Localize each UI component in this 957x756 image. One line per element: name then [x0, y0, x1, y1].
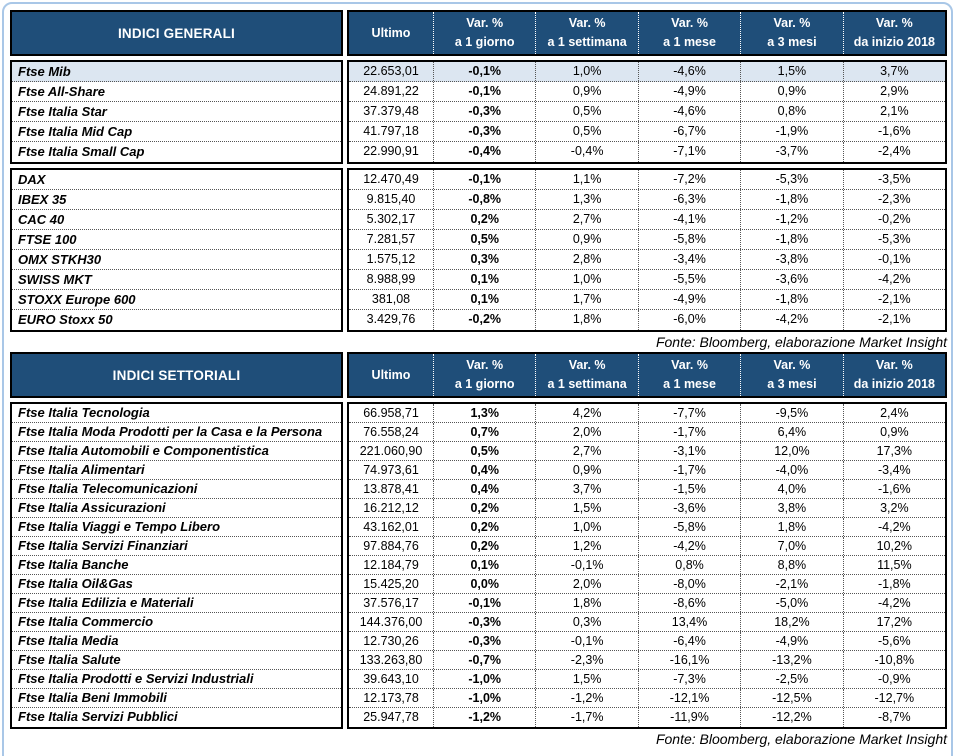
var-pct-cell: -3,4% [639, 250, 741, 269]
var-pct-cell: -8,6% [639, 594, 741, 612]
var-pct-cell: -3,5% [878, 172, 911, 186]
row-name: Ftse Italia Prodotti e Servizi Industriali [12, 670, 341, 689]
var-pct-cell: -4,6% [639, 102, 741, 121]
column-header [434, 12, 536, 54]
last-value-cell: 9.815,40 [349, 190, 434, 209]
var-pct-cell: 8,8% [741, 556, 843, 574]
var-pct-cell: 1,5% [536, 499, 638, 517]
source-note: Fonte: Bloomberg, elaborazione Market Insight [655, 334, 947, 350]
var-pct-cell: -5,3% [878, 232, 911, 246]
var-pct-cell: -0,1% [434, 170, 536, 189]
column-header-line2: a 1 giorno [454, 377, 515, 391]
var-pct-cell: -0,1% [434, 594, 536, 612]
column-header-line1: Var. % [875, 16, 913, 31]
var-pct-cell: 0,0% [434, 575, 536, 593]
row-name: Ftse Italia Commercio [12, 613, 341, 632]
var-pct-cell: -3,6% [639, 499, 741, 517]
var-pct-cell: -3,8% [741, 250, 843, 269]
var-pct-cell: -2,5% [741, 670, 843, 688]
table-row [349, 404, 945, 423]
var-pct-cell: 3,2% [880, 501, 909, 515]
var-pct-cell: 2,9% [880, 84, 909, 98]
var-pct-cell: -2,4% [878, 144, 911, 158]
column-header-line1: Var. % [466, 16, 504, 31]
table-row [349, 230, 945, 250]
var-pct-cell: 1,5% [741, 62, 843, 81]
var-pct-cell: 0,7% [434, 423, 536, 441]
table-row [349, 170, 945, 190]
var-pct-cell: -0,1% [434, 62, 536, 81]
var-pct-cell: -0,1% [536, 632, 638, 650]
var-pct-cell: 0,8% [639, 556, 741, 574]
var-pct-cell: 1,1% [536, 170, 638, 189]
var-pct-cell: -3,4% [878, 463, 911, 477]
var-pct-cell: -1,8% [741, 290, 843, 309]
last-value-cell: 3.429,76 [349, 310, 434, 330]
row-name: Ftse Italia Edilizia e Materiali [12, 594, 341, 613]
var-pct-cell: 1,8% [741, 518, 843, 536]
var-pct-cell: -5,8% [639, 230, 741, 249]
table-header [10, 352, 947, 398]
var-pct-cell: -1,2% [434, 708, 536, 727]
column-header-line1: Ultimo [371, 25, 411, 40]
var-pct-cell: 11,5% [877, 558, 912, 572]
var-pct-cell: -3,1% [639, 442, 741, 460]
var-pct-cell: -1,8% [741, 230, 843, 249]
column-header [536, 354, 638, 396]
var-pct-cell: -1,0% [434, 670, 536, 688]
column-header [434, 354, 536, 396]
var-pct-cell: 7,0% [741, 537, 843, 555]
var-pct-cell: -4,6% [639, 62, 741, 81]
last-value-cell: 12.173,78 [349, 689, 434, 707]
column-header-line1: Var. % [671, 358, 708, 373]
row-name: Ftse Mib [12, 62, 341, 82]
table-title: INDICI GENERALI [10, 10, 343, 56]
var-pct-cell: -12,5% [741, 689, 843, 707]
var-pct-cell: -12,1% [639, 689, 741, 707]
index-values-column [347, 168, 947, 332]
table-row [349, 250, 945, 270]
table-row [349, 142, 945, 162]
index-group [10, 168, 947, 332]
column-header-line2: a 3 mesi [767, 377, 817, 391]
table-row [349, 62, 945, 82]
var-pct-cell: 18,2% [741, 613, 843, 631]
table-row [349, 122, 945, 142]
row-name: Ftse Italia Banche [12, 556, 341, 575]
table-row [349, 537, 945, 556]
var-pct-cell: 0,1% [434, 290, 536, 309]
column-header-line2: a 3 mesi [767, 35, 817, 49]
indices-table [10, 10, 947, 352]
index-values-column [347, 60, 947, 164]
var-pct-cell: 1,0% [536, 518, 638, 536]
var-pct-cell: 3,7% [536, 480, 638, 498]
last-value-cell: 5.302,17 [349, 210, 434, 229]
var-pct-cell: 4,2% [536, 404, 638, 422]
var-pct-cell: -1,8% [741, 190, 843, 209]
table-row [349, 499, 945, 518]
var-pct-cell: -13,2% [741, 651, 843, 669]
header-columns [347, 10, 947, 56]
var-pct-cell: -1,7% [639, 461, 741, 479]
var-pct-cell: 0,2% [434, 499, 536, 517]
row-name: Ftse Italia Oil&Gas [12, 575, 341, 594]
table-row [349, 556, 945, 575]
var-pct-cell: -0,3% [434, 613, 536, 631]
var-pct-cell: 2,0% [536, 575, 638, 593]
table-row [349, 518, 945, 537]
var-pct-cell: 0,5% [536, 122, 638, 141]
last-value-cell: 12.184,79 [349, 556, 434, 574]
var-pct-cell: 1,7% [536, 290, 638, 309]
last-value-cell: 144.376,00 [349, 613, 434, 631]
var-pct-cell: -5,8% [639, 518, 741, 536]
row-name: OMX STKH30 [12, 250, 341, 270]
var-pct-cell: -1,2% [536, 689, 638, 707]
var-pct-cell: -3,6% [741, 270, 843, 289]
var-pct-cell: 1,2% [536, 537, 638, 555]
var-pct-cell: 1,0% [536, 270, 638, 289]
column-header [349, 12, 434, 54]
column-header-line2: a 1 mese [663, 35, 716, 49]
table-row [349, 310, 945, 330]
var-pct-cell: 3,8% [741, 499, 843, 517]
row-name: Ftse Italia Telecomunicazioni [12, 480, 341, 499]
var-pct-cell: 1,0% [536, 62, 638, 81]
last-value-cell: 8.988,99 [349, 270, 434, 289]
var-pct-cell: 2,4% [880, 406, 909, 420]
var-pct-cell: -6,3% [639, 190, 741, 209]
var-pct-cell: -0,4% [434, 142, 536, 162]
column-header-line1: Var. % [568, 16, 606, 31]
var-pct-cell: 0,4% [434, 480, 536, 498]
last-value-cell: 133.263,80 [349, 651, 434, 669]
table-row [349, 708, 945, 727]
last-value-cell: 22.990,91 [349, 142, 434, 162]
var-pct-cell: -7,7% [639, 404, 741, 422]
last-value-cell: 12.730,26 [349, 632, 434, 650]
var-pct-cell: 17,3% [876, 444, 913, 458]
var-pct-cell: 0,9% [536, 461, 638, 479]
var-pct-cell: -0,7% [434, 651, 536, 669]
row-name: DAX [12, 170, 341, 190]
table-row [349, 689, 945, 708]
var-pct-cell: 0,8% [741, 102, 843, 121]
table-row [349, 613, 945, 632]
column-header-line1: Var. % [671, 16, 708, 31]
var-pct-cell: 1,5% [536, 670, 638, 688]
last-value-cell: 221.060,90 [349, 442, 434, 460]
var-pct-cell: 1,8% [536, 310, 638, 330]
var-pct-cell: 0,5% [536, 102, 638, 121]
var-pct-cell: -4,0% [741, 461, 843, 479]
var-pct-cell: -1,7% [536, 708, 638, 727]
row-name: Ftse Italia Beni Immobili [12, 689, 341, 708]
index-values-column [347, 402, 947, 729]
table-row [349, 423, 945, 442]
var-pct-cell: -4,2% [639, 537, 741, 555]
last-value-cell: 16.212,12 [349, 499, 434, 517]
var-pct-cell: -1,8% [878, 577, 911, 591]
row-name: Ftse Italia Tecnologia [12, 404, 341, 423]
var-pct-cell: -11,9% [639, 708, 741, 727]
var-pct-cell: 0,9% [536, 82, 638, 101]
last-value-cell: 25.947,78 [349, 708, 434, 727]
last-value-cell: 37.576,17 [349, 594, 434, 612]
index-name-column [10, 402, 343, 729]
var-pct-cell: -9,5% [741, 404, 843, 422]
table-row [349, 594, 945, 613]
var-pct-cell: -8,7% [878, 710, 911, 724]
row-name: Ftse Italia Mid Cap [12, 122, 341, 142]
last-value-cell: 7.281,57 [349, 230, 434, 249]
var-pct-cell: -1,6% [878, 482, 911, 496]
column-header [741, 354, 843, 396]
var-pct-cell: -0,2% [434, 310, 536, 330]
var-pct-cell: -0,1% [434, 82, 536, 101]
last-value-cell: 381,08 [349, 290, 434, 309]
var-pct-cell: -2,3% [536, 651, 638, 669]
var-pct-cell: -7,2% [639, 170, 741, 189]
row-name: Ftse All-Share [12, 82, 341, 102]
var-pct-cell: -5,3% [741, 170, 843, 189]
var-pct-cell: -2,1% [741, 575, 843, 593]
row-name: STOXX Europe 600 [12, 290, 341, 310]
table-row [349, 190, 945, 210]
table-title: INDICI SETTORIALI [10, 352, 343, 398]
index-group [10, 402, 947, 729]
table-header [10, 10, 947, 56]
column-header-line1: Var. % [568, 358, 606, 373]
var-pct-cell: -0,1% [536, 556, 638, 574]
var-pct-cell: -4,2% [878, 272, 911, 286]
column-header-line2: a 1 settimana [547, 377, 627, 391]
var-pct-cell: -5,6% [878, 634, 911, 648]
row-name: Ftse Italia Automobili e Componentistica [12, 442, 341, 461]
var-pct-cell: 17,2% [876, 615, 913, 629]
var-pct-cell: -0,3% [434, 632, 536, 650]
var-pct-cell: -10,8% [874, 653, 915, 667]
var-pct-cell: 13,4% [639, 613, 741, 631]
var-pct-cell: -4,9% [639, 290, 741, 309]
var-pct-cell: -4,2% [878, 596, 911, 610]
table-row [349, 480, 945, 499]
column-header [639, 354, 741, 396]
last-value-cell: 41.797,18 [349, 122, 434, 141]
table-row [349, 651, 945, 670]
last-value-cell: 12.470,49 [349, 170, 434, 189]
var-pct-cell: 0,3% [434, 250, 536, 269]
last-value-cell: 97.884,76 [349, 537, 434, 555]
table-row [349, 442, 945, 461]
var-pct-cell: -4,2% [741, 310, 843, 330]
var-pct-cell: -5,0% [741, 594, 843, 612]
var-pct-cell: -4,2% [878, 520, 911, 534]
var-pct-cell: -2,1% [878, 292, 911, 306]
var-pct-cell: -16,1% [639, 651, 741, 669]
var-pct-cell: 3,7% [880, 64, 909, 78]
index-name-column [10, 60, 343, 164]
var-pct-cell: 1,3% [536, 190, 638, 209]
var-pct-cell: -1,7% [639, 423, 741, 441]
var-pct-cell: -1,9% [741, 122, 843, 141]
index-group [10, 60, 947, 164]
row-name: Ftse Italia Viaggi e Tempo Libero [12, 518, 341, 537]
var-pct-cell: 0,1% [434, 556, 536, 574]
var-pct-cell: -0,3% [434, 102, 536, 121]
last-value-cell: 76.558,24 [349, 423, 434, 441]
column-header [741, 12, 843, 54]
var-pct-cell: -0,2% [878, 212, 911, 226]
table-row [349, 575, 945, 594]
var-pct-cell: -0,8% [434, 190, 536, 209]
column-header-line1: Var. % [773, 358, 811, 373]
var-pct-cell: -4,9% [741, 632, 843, 650]
var-pct-cell: 2,7% [536, 442, 638, 460]
var-pct-cell: 0,9% [741, 82, 843, 101]
var-pct-cell: 10,2% [876, 539, 913, 553]
table-row [349, 270, 945, 290]
column-header [844, 354, 945, 396]
column-header-line2: a 1 settimana [547, 35, 627, 49]
var-pct-cell: 2,7% [536, 210, 638, 229]
column-header-line2: a 1 mese [663, 377, 716, 391]
table-row [349, 210, 945, 230]
var-pct-cell: -4,1% [639, 210, 741, 229]
var-pct-cell: 1,8% [536, 594, 638, 612]
var-pct-cell: 12,0% [741, 442, 843, 460]
last-value-cell: 13.878,41 [349, 480, 434, 498]
var-pct-cell: -1,0% [434, 689, 536, 707]
column-header-line2: a 1 giorno [454, 35, 515, 49]
var-pct-cell: -7,1% [639, 142, 741, 162]
column-header [536, 12, 638, 54]
var-pct-cell: -6,7% [639, 122, 741, 141]
var-pct-cell: -1,5% [639, 480, 741, 498]
var-pct-cell: -7,3% [639, 670, 741, 688]
var-pct-cell: 4,0% [741, 480, 843, 498]
row-name: Ftse Italia Small Cap [18, 144, 145, 159]
var-pct-cell: -2,3% [878, 192, 911, 206]
last-value-cell: 66.958,71 [349, 404, 434, 422]
table-row [349, 102, 945, 122]
var-pct-cell: -2,1% [878, 312, 911, 326]
column-header-line1: Var. % [773, 16, 811, 31]
row-name: Ftse Italia Moda Prodotti per la Casa e la Persona [12, 423, 341, 442]
column-header-line1: Var. % [466, 358, 504, 373]
var-pct-cell: -4,9% [639, 82, 741, 101]
row-name: Ftse Italia Servizi Pubblici [18, 709, 178, 724]
last-value-cell: 43.162,01 [349, 518, 434, 536]
var-pct-cell: 2,1% [880, 104, 909, 118]
var-pct-cell: 0,9% [536, 230, 638, 249]
row-name: EURO Stoxx 50 [18, 312, 113, 327]
row-name: Ftse Italia Assicurazioni [12, 499, 341, 518]
var-pct-cell: -0,3% [434, 122, 536, 141]
table-row [349, 632, 945, 651]
last-value-cell: 37.379,48 [349, 102, 434, 121]
column-header [349, 354, 434, 396]
last-value-cell: 39.643,10 [349, 670, 434, 688]
index-name-column [10, 168, 343, 332]
row-name: SWISS MKT [12, 270, 341, 290]
var-pct-cell: 0,2% [434, 518, 536, 536]
last-value-cell: 1.575,12 [349, 250, 434, 269]
column-header [844, 12, 945, 54]
column-header-line2: da inizio 2018 [853, 377, 935, 391]
table-row [349, 461, 945, 480]
var-pct-cell: -8,0% [639, 575, 741, 593]
table-row [349, 670, 945, 689]
row-name: Ftse Italia Alimentari [12, 461, 341, 480]
row-name: FTSE 100 [12, 230, 341, 250]
var-pct-cell: 0,5% [434, 442, 536, 460]
column-header-line1: Ultimo [371, 367, 411, 382]
row-name: Ftse Italia Media [12, 632, 341, 651]
column-header-line2: da inizio 2018 [853, 35, 935, 49]
row-name: Ftse Italia Servizi Finanziari [12, 537, 341, 556]
var-pct-cell: -6,4% [639, 632, 741, 650]
var-pct-cell: -1,6% [878, 124, 911, 138]
var-pct-cell: 0,4% [434, 461, 536, 479]
var-pct-cell: 0,5% [434, 230, 536, 249]
var-pct-cell: 0,1% [434, 270, 536, 289]
row-name: IBEX 35 [12, 190, 341, 210]
var-pct-cell: -6,0% [639, 310, 741, 330]
var-pct-cell: -0,9% [878, 672, 911, 686]
var-pct-cell: 6,4% [741, 423, 843, 441]
var-pct-cell: -5,5% [639, 270, 741, 289]
var-pct-cell: 0,9% [880, 425, 909, 439]
header-columns [347, 352, 947, 398]
last-value-cell: 24.891,22 [349, 82, 434, 101]
table-row [349, 82, 945, 102]
var-pct-cell: -12,2% [741, 708, 843, 727]
var-pct-cell: 0,3% [536, 613, 638, 631]
var-pct-cell: -12,7% [874, 691, 915, 705]
var-pct-cell: 0,2% [434, 537, 536, 555]
row-name: Ftse Italia Star [12, 102, 341, 122]
var-pct-cell: -0,4% [536, 142, 638, 162]
var-pct-cell: 2,8% [536, 250, 638, 269]
row-name: CAC 40 [12, 210, 341, 230]
column-header-line1: Var. % [875, 358, 913, 373]
last-value-cell: 15.425,20 [349, 575, 434, 593]
var-pct-cell: -1,2% [741, 210, 843, 229]
row-name: Ftse Italia Salute [12, 651, 341, 670]
last-value-cell: 22.653,01 [349, 62, 434, 81]
var-pct-cell: -0,1% [878, 252, 911, 266]
var-pct-cell: -3,7% [741, 142, 843, 162]
var-pct-cell: 0,2% [434, 210, 536, 229]
indices-table [10, 352, 947, 749]
column-header [639, 12, 741, 54]
var-pct-cell: 1,3% [434, 404, 536, 422]
table-row [349, 290, 945, 310]
source-note: Fonte: Bloomberg, elaborazione Market Insight [655, 731, 947, 747]
var-pct-cell: 2,0% [536, 423, 638, 441]
last-value-cell: 74.973,61 [349, 461, 434, 479]
